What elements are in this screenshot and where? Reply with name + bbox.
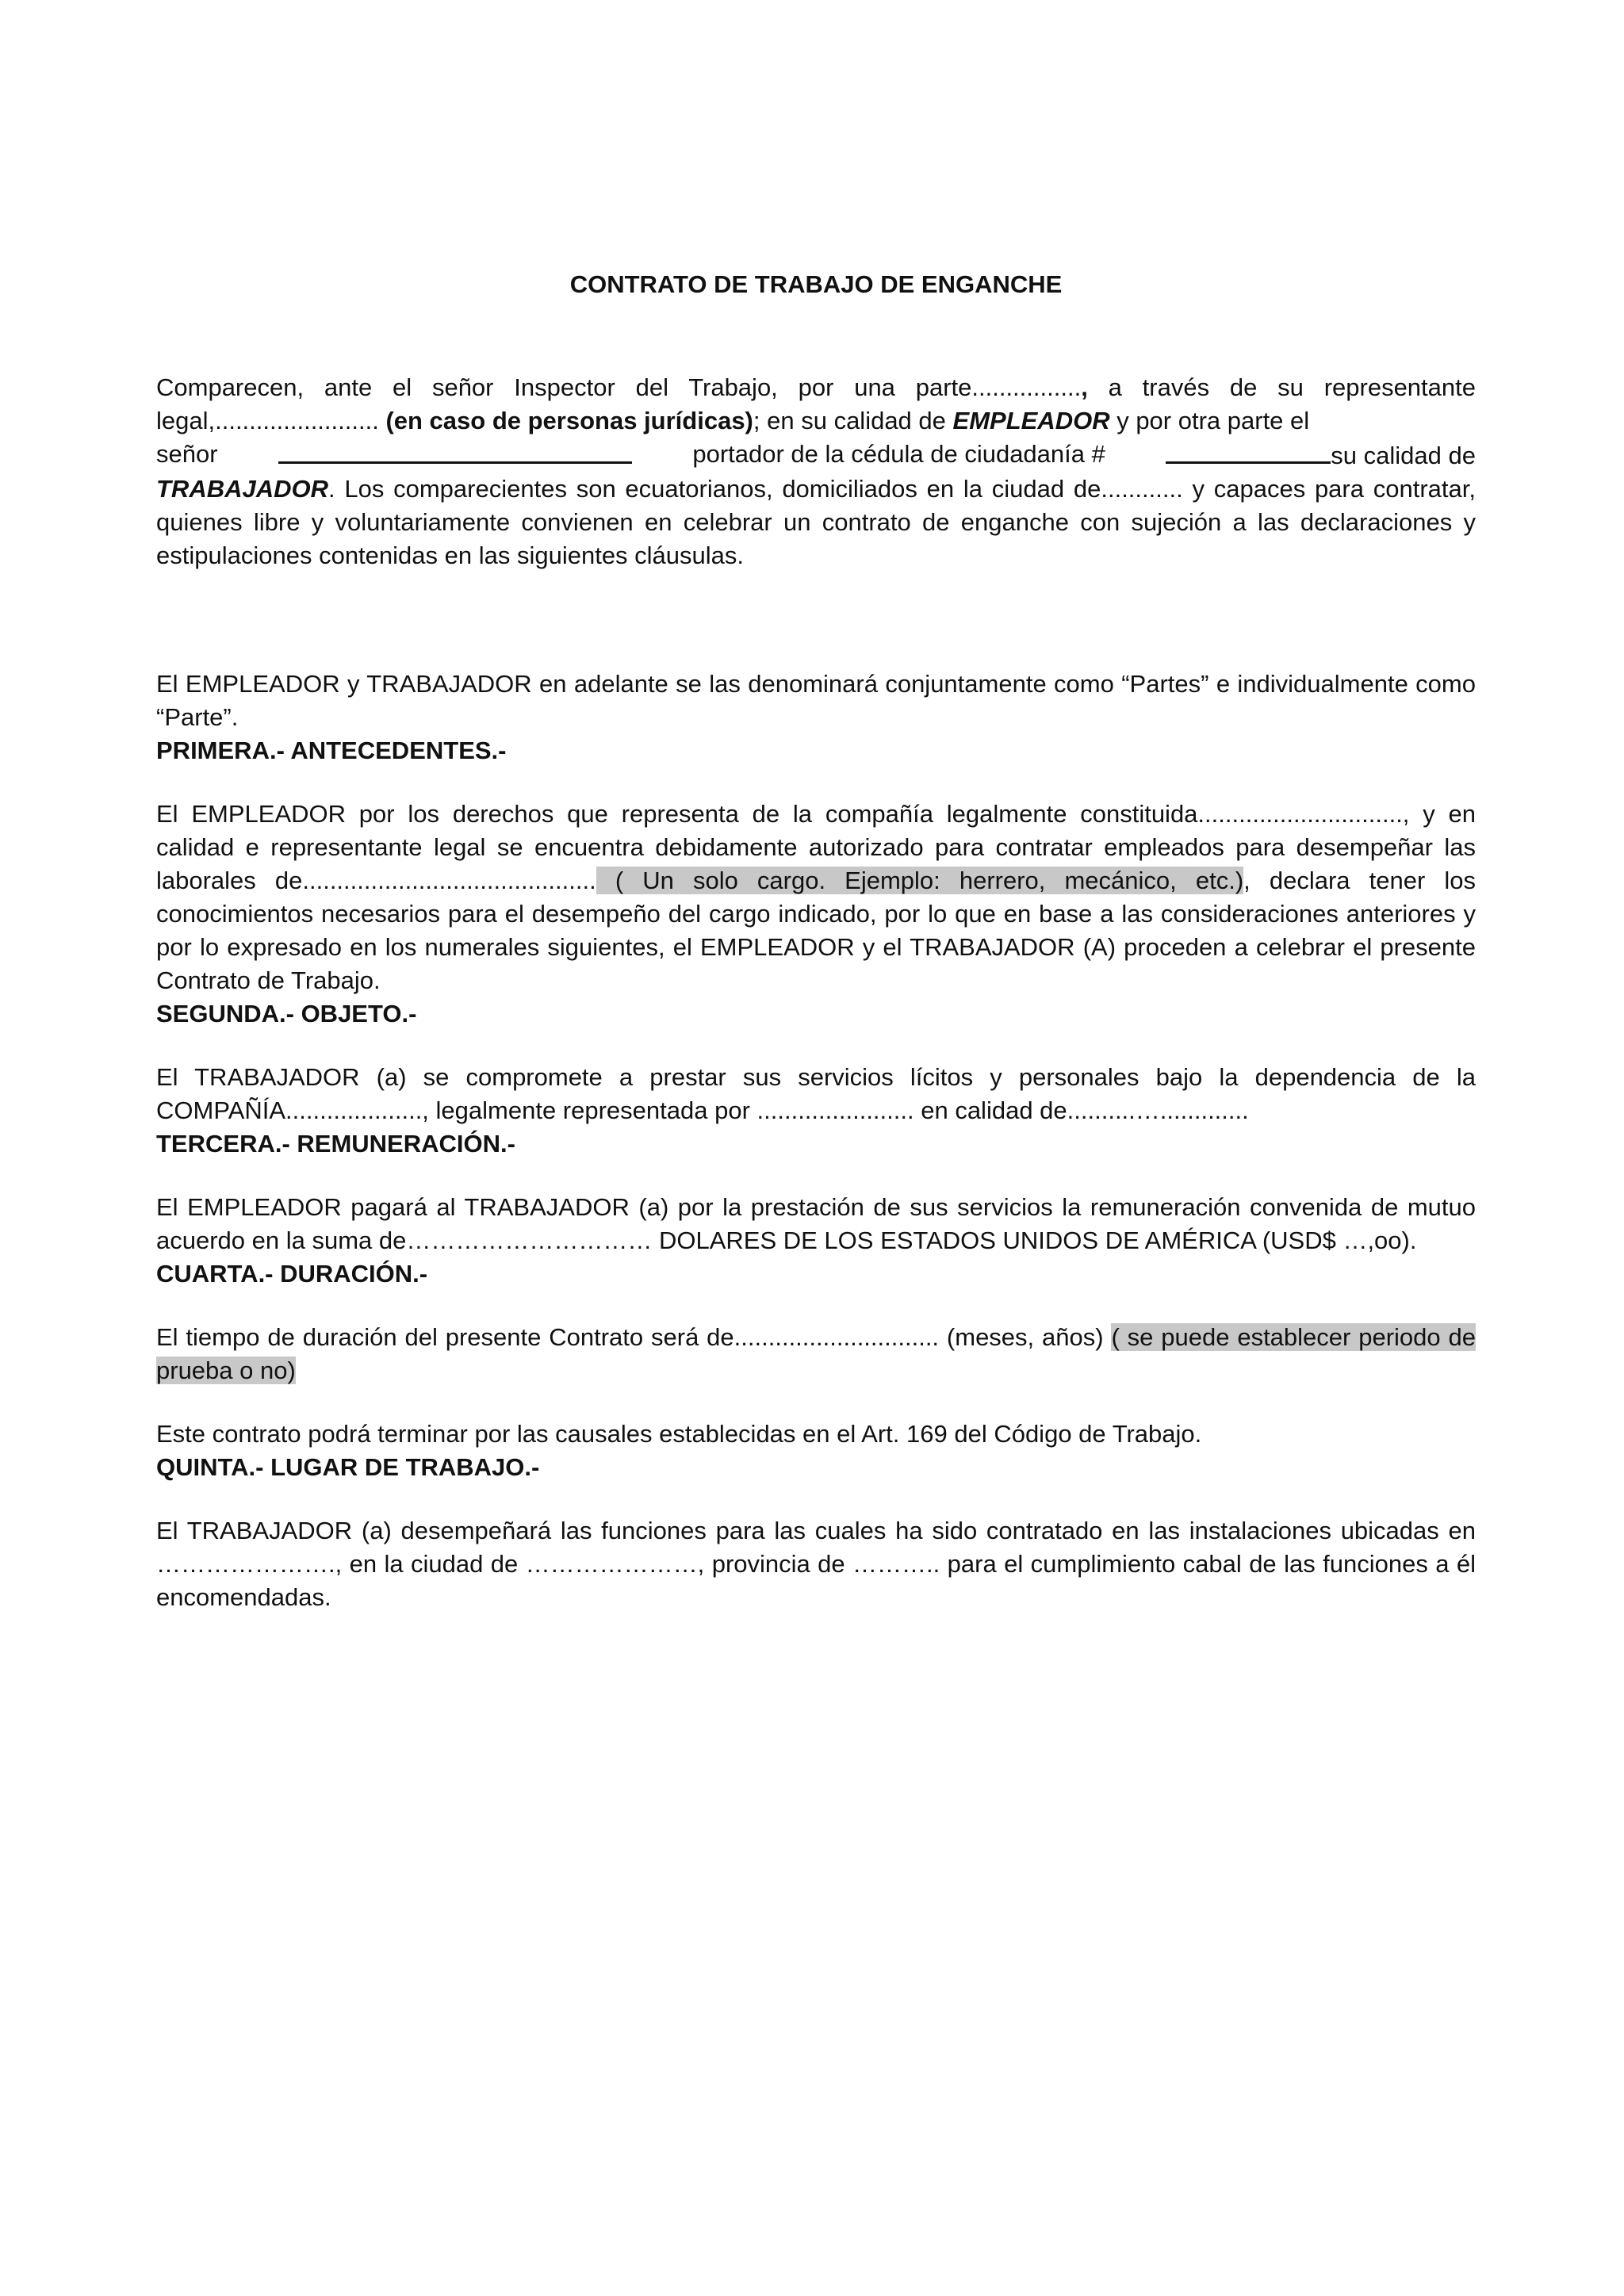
cuarta-highlight: ( se puede establecer periodo de prueba o no): [156, 1323, 1476, 1384]
intro-text: ; en su calidad de: [753, 407, 953, 434]
quinta-paragraph: El TRABAJADOR (a) desempeñará las funciones para las cuales ha sido contratado en las instalaciones ubicadas en …………………., en la ciudad de …………………, provincia de ……….. para el cumplimiento cabal de las funciones a él encomendadas.: [156, 1517, 1476, 1611]
section-heading-quinta: QUINTA.- LUGAR DE TRABAJO.-: [156, 1453, 540, 1481]
cuarta-text: El tiempo de duración del presente Contrato será de.............................. (meses, años): [156, 1323, 1112, 1351]
signature-line-row: [156, 438, 1476, 473]
segunda-paragraph: El TRABAJADOR (a) se compromete a prestar sus servicios lícitos y personales bajo la dependencia de la COMPAÑÍA...................., legalmente representada por ....................... en calidad de..........….............: [156, 1063, 1476, 1124]
primera-highlight: ( Un solo cargo. Ejemplo: herrero, mecánico, etc.): [596, 867, 1244, 894]
worker-name-blank: [278, 438, 632, 464]
id-number-blank: [1166, 438, 1331, 464]
document-page: [156, 268, 1476, 1614]
cuarta-paragraph: [156, 1321, 1476, 1387]
intro-paragraph: [156, 371, 1476, 572]
section-heading-segunda: SEGUNDA.- OBJETO.-: [156, 1000, 417, 1027]
legal-entity-note: (en caso de personas jurídicas): [385, 407, 753, 434]
intro-text: y por otra parte el: [1109, 407, 1310, 434]
worker-term: TRABAJADOR: [156, 475, 328, 503]
intro-text: portador de la cédula de ciudadanía #: [692, 440, 1105, 468]
intro-text: su calidad de: [1331, 442, 1476, 469]
intro-comma: ,: [1081, 373, 1088, 401]
primera-paragraph: [156, 798, 1476, 997]
intro-text: Comparecen, ante el señor Inspector del Trabajo, por una parte................: [156, 373, 1082, 401]
intro-text: legal,........................: [156, 407, 386, 434]
section-heading-primera: PRIMERA.- ANTECEDENTES.-: [156, 737, 507, 764]
tercera-paragraph: El EMPLEADOR pagará al TRABAJADOR (a) por la prestación de sus servicios la remuneración convenida de mutuo acuerdo en la suma de………………………… DOLARES DE LOS ESTADOS UNIDOS DE AMÉRICA (USD$ …,oo).: [156, 1193, 1476, 1254]
section-heading-cuarta: CUARTA.- DURACIÓN.-: [156, 1260, 428, 1288]
cuarta-paragraph-2: Este contrato podrá terminar por las causales establecidas en el Art. 169 del Código de Trabajo.: [156, 1420, 1202, 1448]
document-title: CONTRATO DE TRABAJO DE ENGANCHE: [569, 270, 1063, 298]
section-heading-tercera: TERCERA.- REMUNERACIÓN.-: [156, 1130, 515, 1158]
employer-term: EMPLEADOR: [952, 407, 1110, 434]
primera-text: El EMPLEADOR por los derechos que representa de la compañía legalmente constituida.............................., y en calidad e representante legal se encuentra debidamente autorizado para contratar empleados para desempeñar las laborales de...........................................: [156, 800, 1476, 894]
parties-paragraph: El EMPLEADOR y TRABAJADOR en adelante se las denominará conjuntamente como “Partes” e individualmente como “Parte”.: [156, 670, 1476, 731]
primera-text: , declara tener los conocimientos necesarios para el desempeño del cargo indicado, por lo que en base a las consideraciones anteriores y por lo expresado en los numerales siguientes, el EMPLEADOR y el TRABAJADOR (A) proceden a celebrar el presente Contrato de Trabajo.: [156, 867, 1476, 994]
intro-text: . Los comparecientes son ecuatorianos, domiciliados en la ciudad de............ y capaces para contratar, quienes libre y voluntariamente convienen en celebrar un contrato de enganche con sujeción a las declaraciones y estipulaciones contenidas en las siguientes cláusulas.: [156, 475, 1476, 569]
intro-text: a través de su representante: [1087, 373, 1476, 401]
intro-text: señor: [156, 440, 218, 468]
